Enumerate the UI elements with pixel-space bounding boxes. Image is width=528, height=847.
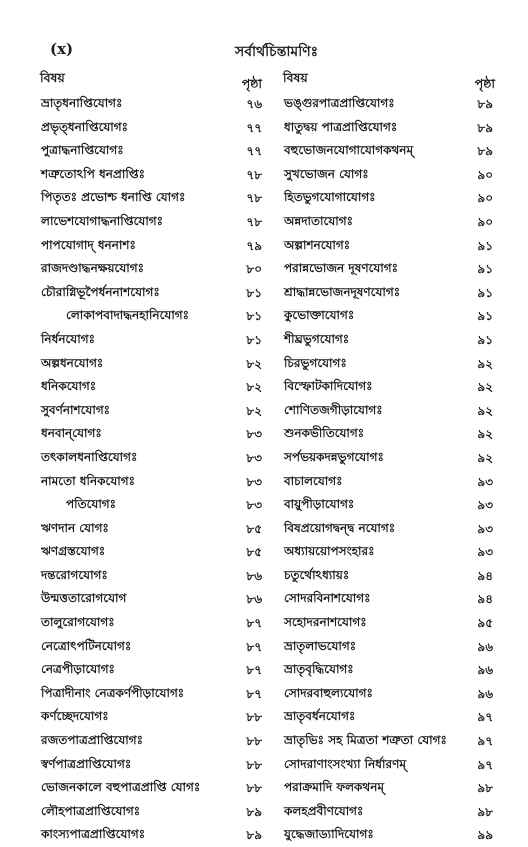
toc-entry — [281, 446, 499, 470]
entry-page-number: ৯৬ — [477, 686, 493, 701]
topic-column-label: বিষয় — [283, 70, 308, 85]
entry-topic: লাভেশযোগাদ্ধনাপ্তিযোগঃ — [41, 213, 164, 228]
entry-page-number: ৮৯ — [477, 120, 493, 135]
entry-topic: অল্পাশনযোগঃ — [284, 237, 351, 252]
entry-topic: সুবর্ণনাশযোগঃ — [41, 402, 111, 417]
toc-entry — [281, 234, 499, 258]
entry-page-number: ৯১ — [477, 238, 493, 253]
toc-entry — [38, 304, 268, 328]
entry-topic: নামতো ধনিকযোগঃ — [41, 473, 135, 488]
entry-topic: ধনিকযোগঃ — [41, 379, 97, 394]
entry-page-number: ৯৭ — [477, 710, 493, 725]
toc-entry — [38, 635, 268, 659]
entry-page-number: ৯২ — [477, 380, 493, 395]
entry-page-number: ৯৩ — [477, 498, 493, 513]
entry-page-number: ৮৭ — [246, 686, 262, 701]
entry-topic: স্বর্ণপাত্রপ্রাপ্তিযোগঃ — [41, 756, 132, 771]
entry-page-number: ৮৭ — [246, 663, 262, 678]
toc-entry — [38, 139, 268, 163]
entry-page-number: ৮৮ — [246, 710, 262, 725]
entry-topic: শোণিতজগীড়াযোগঃ — [284, 402, 383, 417]
entry-topic: বায়ুপীড়াযোগঃ — [284, 497, 355, 512]
entry-page-number: ৯২ — [477, 356, 493, 371]
entry-topic: হিতভুগযোগাযোগঃ — [284, 190, 376, 205]
entry-page-number: ৮৩ — [246, 450, 262, 465]
entry-page-number: ৮৯ — [246, 804, 262, 819]
toc-entry — [38, 422, 268, 446]
entry-topic: যুদ্ধেজাড্যাদিযোগঃ — [284, 827, 374, 842]
entry-topic: অল্পধনযোগঃ — [41, 355, 104, 370]
entry-page-number: ৮৩ — [246, 498, 262, 513]
left-column — [38, 70, 268, 843]
entry-topic: সুখভোজন যোগঃ — [284, 166, 369, 181]
entry-page-number: ৯৮ — [477, 781, 493, 796]
entry-page-number: ৭৮ — [246, 214, 262, 229]
entry-page-number: ৭৭ — [246, 144, 262, 159]
page-column-label: পৃষ্ঠা — [241, 76, 262, 91]
entry-page-number: ৮৮ — [246, 781, 262, 796]
left-column-header — [38, 70, 268, 92]
entry-topic: পুত্রাদ্ধনাপ্তিযোগঃ — [41, 143, 124, 158]
entry-topic: শত্রুতোঽপি ধনপ্রাপ্তিঃ — [41, 166, 146, 181]
toc-entry — [281, 375, 499, 399]
entry-topic: নেত্রপীড়াযোগঃ — [41, 662, 115, 677]
entry-topic: নির্ধনযোগঃ — [41, 331, 95, 346]
entry-page-number: ৯৩ — [477, 474, 493, 489]
entry-topic: সোদরাণাংসংখ্যা নির্ধারণম্ — [284, 756, 406, 771]
entry-page-number: ৮৭ — [246, 616, 262, 631]
toc-entry — [281, 823, 499, 847]
entry-topic: ভঙ্গুরপাত্রপ্রাপ্তিযোগঃ — [284, 96, 395, 110]
entry-page-number: ৯০ — [477, 214, 493, 229]
entry-topic: কাংস্যপাত্রপ্রাপ্তিযোগঃ — [41, 827, 146, 842]
entry-page-number: ৯১ — [477, 309, 493, 324]
toc-entry — [38, 564, 268, 588]
toc-entry — [38, 587, 268, 611]
entry-page-number: ৭৯ — [246, 238, 262, 253]
entry-topic: ভ্রাতৃবর্ধনযোগঃ — [284, 709, 356, 724]
entry-page-number: ৯১ — [477, 332, 493, 347]
entry-topic: ভ্রাতৃধনাপ্তিযোগঃ — [41, 96, 123, 110]
toc-entry — [281, 352, 499, 376]
toc-entry — [38, 210, 268, 234]
toc-entry — [281, 139, 499, 163]
entry-topic: বহুভোজনযোগাযোগকথনম্ — [284, 143, 414, 158]
right-entry-list — [281, 92, 499, 847]
entry-topic: চতুর্থোঽধ্যায়ঃ — [284, 567, 350, 582]
entry-page-number: ৮২ — [246, 403, 262, 418]
entry-page-number: ৭৮ — [246, 191, 262, 206]
toc-entry — [38, 352, 268, 376]
toc-entry — [281, 257, 499, 281]
entry-page-number: ৯০ — [477, 191, 493, 206]
entry-topic: অধ্যায়য়োপসংহারঃ — [284, 544, 375, 559]
toc-entry — [281, 705, 499, 729]
entry-page-number: ৯৯ — [477, 828, 493, 843]
entry-topic: সর্পভয়কদন্নভুগযোগঃ — [284, 449, 384, 464]
entry-topic: রাজদণ্ডাদ্ধনক্ষয়যোগঃ — [41, 261, 145, 276]
entry-page-number: ৯৭ — [477, 757, 493, 772]
toc-entry — [38, 92, 268, 116]
entry-page-number: ৮৫ — [246, 521, 262, 536]
entry-topic: ভোজনকালে বহুপাত্রপ্রাপ্তি যোগঃ — [41, 780, 201, 795]
toc-entry — [38, 399, 268, 423]
toc-entry — [38, 375, 268, 399]
entry-topic: বিস্ফোটকাদিযোগঃ — [284, 379, 373, 394]
toc-entry — [38, 163, 268, 187]
entry-page-number: ৮১ — [246, 285, 262, 300]
entry-page-number: ৮৩ — [246, 474, 262, 489]
entry-topic: ভ্রাতৃবৃদ্ধিযোগঃ — [284, 662, 354, 677]
toc-entry — [38, 705, 268, 729]
entry-topic: লৌহপাত্রপ্রাপ্তিযোগঃ — [41, 803, 141, 818]
toc-entry — [281, 186, 499, 210]
entry-page-number: ৯১ — [477, 262, 493, 277]
toc-entry — [281, 328, 499, 352]
entry-topic: পাপযোগাদ্ ধননাশঃ — [41, 237, 136, 252]
toc-entry — [38, 517, 268, 541]
entry-topic: রজতপাত্রপ্রাপ্তিযোগঃ — [41, 733, 143, 748]
entry-topic: ভ্রাতৃভিঃ সহ মিত্রতা শত্রুতা যোগঃ — [284, 733, 447, 748]
entry-topic: কলহপ্রবীণযোগঃ — [284, 803, 364, 818]
toc-entry — [38, 281, 268, 305]
entry-topic: পিত্রাদীনাং নেত্রকর্ণপীড়াযোগঃ — [41, 685, 185, 700]
toc-entry — [38, 328, 268, 352]
toc-entry — [281, 493, 499, 517]
toc-entry — [38, 257, 268, 281]
entry-page-number: ৯৬ — [477, 663, 493, 678]
entry-page-number: ৯৪ — [477, 568, 493, 583]
entry-page-number: ৮৬ — [246, 568, 262, 583]
entry-topic: প্রভৃত্ধনাপ্তিযোগঃ — [41, 119, 129, 134]
right-column — [281, 70, 499, 843]
page-title: সর্বার্থচিন্তামণিঃ — [235, 44, 319, 60]
entry-page-number: ৯৭ — [477, 734, 493, 749]
toc-entry — [281, 470, 499, 494]
toc-entry — [38, 823, 268, 847]
entry-topic: শীঘ্রভুগযোগঃ — [284, 331, 350, 346]
entry-page-number: ৮২ — [246, 356, 262, 371]
entry-topic: পিতৃতঃ প্রভোশ্চ ধনাপ্তি যোগঃ — [41, 190, 186, 205]
toc-entry — [281, 399, 499, 423]
toc-entry — [38, 446, 268, 470]
entry-page-number: ৮১ — [246, 309, 262, 324]
left-entry-list — [38, 92, 268, 847]
toc-entry — [38, 658, 268, 682]
entry-page-number: ৭৬ — [246, 97, 262, 111]
entry-topic: সোদরবাহুল্যযোগঃ — [284, 685, 373, 700]
entry-topic: চিরভুগযোগঃ — [284, 355, 347, 370]
toc-entry — [281, 658, 499, 682]
toc-entry — [281, 611, 499, 635]
entry-topic: তালুরোগযোগঃ — [41, 615, 115, 630]
toc-entry — [281, 281, 499, 305]
topic-column-label: বিষয় — [40, 70, 65, 85]
toc-entry — [38, 186, 268, 210]
entry-topic: সোদরবিনাশযোগঃ — [284, 591, 371, 606]
entry-topic: বাচালযোগঃ — [284, 473, 343, 488]
toc-entry — [281, 210, 499, 234]
toc-entry — [281, 304, 499, 328]
entry-topic: ঋণগ্রস্তযোগঃ — [41, 544, 106, 559]
entry-page-number: ৯২ — [477, 450, 493, 465]
entry-page-number: ৯৬ — [477, 639, 493, 654]
entry-topic: বিষপ্রয়োগদ্বন্দ্ব নযোগঃ — [284, 520, 396, 535]
entry-topic: অন্নদাতাযোগঃ — [284, 213, 353, 228]
toc-entry — [38, 800, 268, 824]
entry-page-number: ৮৯ — [477, 144, 493, 159]
entry-topic: কর্ণচ্ছেদযোগঃ — [41, 709, 109, 724]
toc-entry — [281, 116, 499, 140]
entry-page-number: ৯০ — [477, 167, 493, 182]
toc-entry — [281, 163, 499, 187]
toc-entry — [38, 729, 268, 753]
entry-topic: পতিযোগঃ — [66, 497, 117, 512]
entry-page-number: ৮৩ — [246, 427, 262, 442]
toc-entry — [281, 540, 499, 564]
entry-topic: পরান্নভোজন দূষণযোগঃ — [284, 261, 399, 276]
toc-entry — [281, 587, 499, 611]
right-column-header — [281, 70, 499, 92]
entry-page-number: ৮৫ — [246, 545, 262, 560]
entry-page-number: ৮৯ — [246, 828, 262, 843]
toc-entry — [38, 493, 268, 517]
toc-entry — [38, 234, 268, 258]
entry-page-number: ৯৮ — [477, 804, 493, 819]
entry-topic: কুভোক্তাযোগঃ — [284, 308, 355, 323]
entry-topic: উন্মত্ততারোগযোগ — [41, 591, 127, 606]
toc-entry — [38, 776, 268, 800]
toc-entry — [38, 540, 268, 564]
toc-entry — [38, 470, 268, 494]
toc-entry — [281, 729, 499, 753]
toc-entry — [281, 800, 499, 824]
toc-entry — [281, 776, 499, 800]
entry-page-number: ৭৭ — [246, 120, 262, 135]
entry-topic: সহোদরনাশযোগঃ — [284, 615, 367, 630]
toc-entry — [38, 682, 268, 706]
entry-topic: শুনকভীতিযোগঃ — [284, 426, 365, 441]
page-column-label: পৃষ্ঠা — [474, 76, 495, 91]
entry-topic: পরাক্রমাদি ফলকথনম্ — [284, 780, 385, 795]
toc-entry — [38, 116, 268, 140]
entry-page-number: ৯৩ — [477, 545, 493, 560]
entry-page-number: ৯৪ — [477, 592, 493, 607]
entry-page-number: ৮৮ — [246, 757, 262, 772]
toc-entry — [281, 517, 499, 541]
entry-page-number: ৮২ — [246, 380, 262, 395]
toc-entry — [281, 564, 499, 588]
toc-entry — [281, 422, 499, 446]
entry-topic: ধনবান্‌যোগঃ — [41, 426, 102, 441]
entry-page-number: ৯৩ — [477, 521, 493, 536]
toc-entry — [281, 635, 499, 659]
toc-entry — [38, 611, 268, 635]
entry-page-number: ৯৫ — [477, 616, 493, 631]
entry-topic: ভ্রাতৃলাভযোগঃ — [284, 638, 357, 653]
entry-page-number: ৮৯ — [477, 97, 493, 111]
entry-page-number: ৮৮ — [246, 734, 262, 749]
entry-topic: শ্রাদ্ধান্নভোজনদূষণযোগঃ — [284, 284, 401, 299]
entry-page-number: ৯২ — [477, 403, 493, 418]
toc-entry — [281, 92, 499, 116]
entry-page-number: ৮৬ — [246, 592, 262, 607]
entry-page-number: ৯২ — [477, 427, 493, 442]
entry-topic: তৎকালধনাপ্তিযোগঃ — [41, 449, 138, 464]
entry-page-number: ৮৭ — [246, 639, 262, 654]
toc-entry — [281, 753, 499, 777]
toc-entry — [281, 682, 499, 706]
entry-topic: নেত্রোৎপটিনযোগঃ — [41, 638, 132, 653]
entry-topic: ধাতুদ্বয় পাত্রপ্রাপ্তিযোগঃ — [284, 119, 398, 134]
toc-entry — [38, 753, 268, 777]
entry-topic: ঋণদান যোগঃ — [41, 520, 109, 535]
page-number: (x) — [50, 40, 74, 58]
entry-topic: দন্তরোগযোগঃ — [41, 567, 108, 582]
entry-page-number: ৭৮ — [246, 167, 262, 182]
entry-topic: চৌরাগ্নিভূপৈর্ধননাশযোগঃ — [41, 284, 160, 299]
entry-topic: লোকাপবাদাদ্ধনহানিযোগঃ — [66, 308, 190, 323]
entry-page-number: ৮০ — [246, 262, 262, 277]
entry-page-number: ৯১ — [477, 285, 493, 300]
entry-page-number: ৮১ — [246, 332, 262, 347]
